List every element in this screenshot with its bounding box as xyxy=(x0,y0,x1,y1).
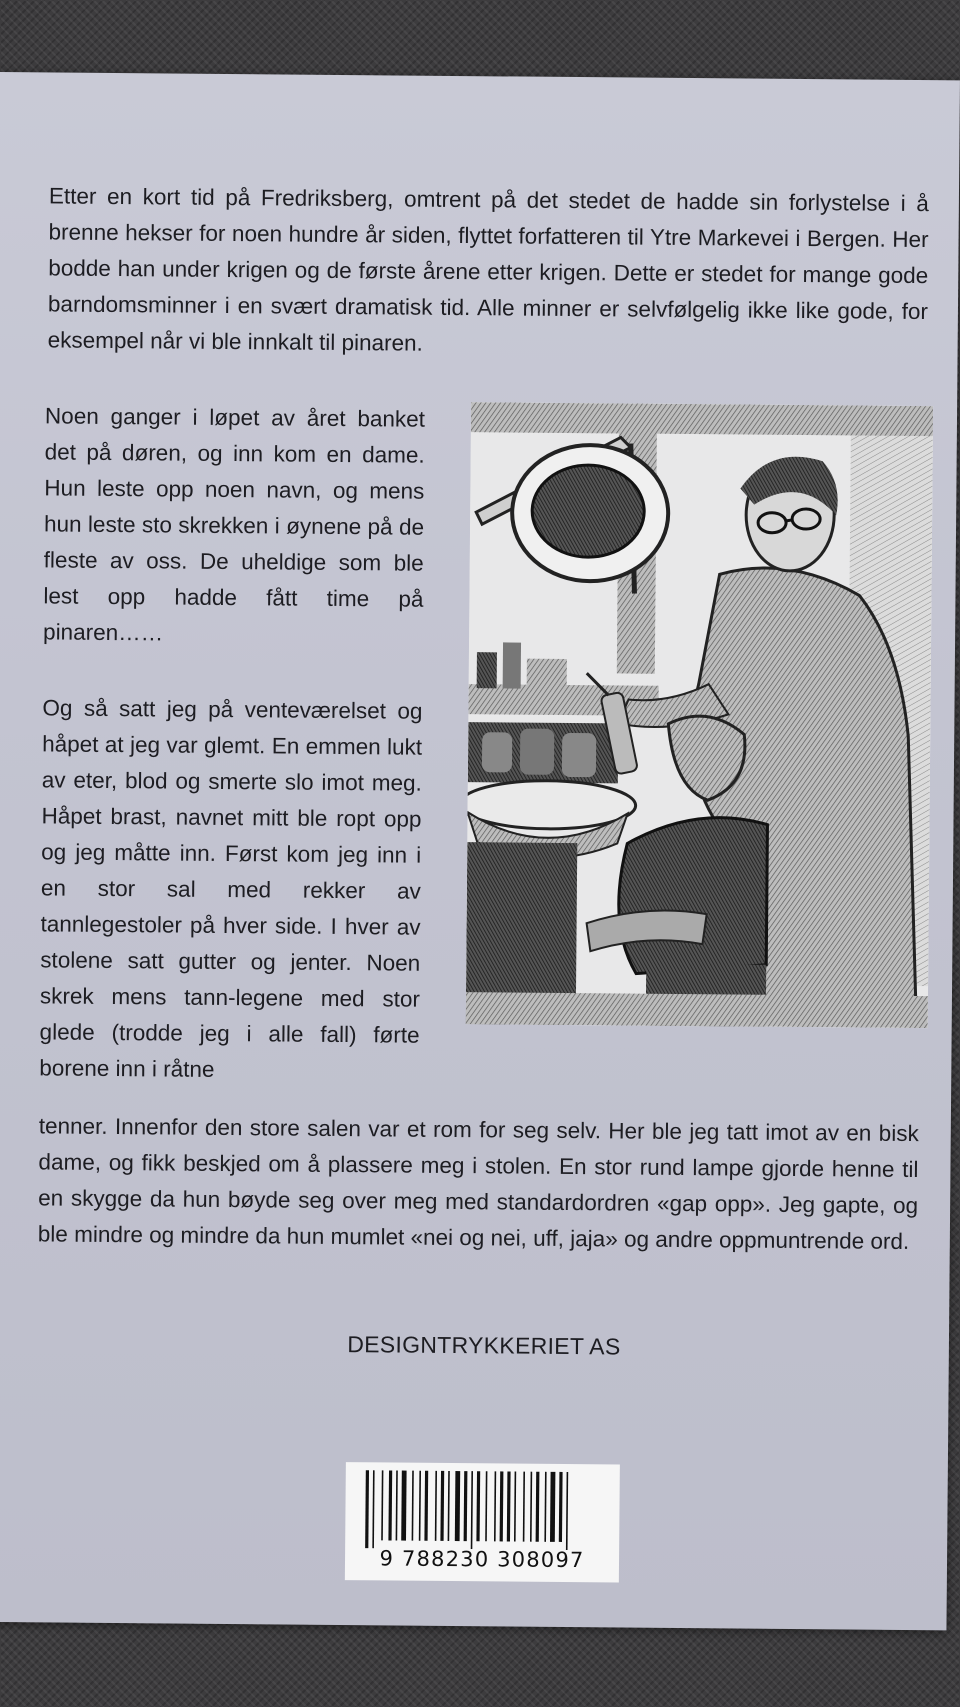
waiting-room-paragraph: Og så satt jeg på venteværelset og håpet at jeg var glemt. En emmen lukt av eter, blod og smerte slo imot meg. Håpet brast, navnet mitt ble ropt opp og jeg måtte inn. Først kom jeg inn i en stor sal med rekker av tannlegestoler på hver side. I hver av stolene satt gutter og jenter. Noen skrek mens tann-legene med stor glede (trodde jeg i alle fall) førte borene inn i råtne xyxy=(39,695,423,1082)
barcode-bar xyxy=(544,1472,546,1542)
barcode-bar xyxy=(388,1470,392,1540)
barcode-bar xyxy=(485,1471,487,1541)
intro-paragraph: Etter en kort tid på Fredriksberg, omtrent på det stedet de hadde sin forlystelse i å brenne hekser for noen hundre år siden, flyttet forfatteren til Ytre Markevei i Bergen. Her bodde han under krigen og de første årene etter krigen. Dette er stedet for mange gode barndomsminner i en svært dramatisk tid. Alle minner er selvfølgelig ikke like gode, for eksempel når vi ble innkalt til pinaren. xyxy=(47,183,929,356)
barcode-bar xyxy=(523,1472,525,1542)
publisher-name: DESIGNTRYKKERIET AS xyxy=(347,1331,621,1360)
door-paragraph: Noen ganger i løpet av året banket det på døren, og inn kom en dame. Hun leste opp noen navn, og mens hun leste sto skrekken i øynene på de fleste av oss. De uheldige som ble lest opp hadde fått time på pinaren…… xyxy=(43,403,426,646)
barcode-bar xyxy=(550,1472,555,1542)
barcode-bar xyxy=(471,1471,473,1549)
barcode-bar xyxy=(448,1471,450,1541)
barcode-bar xyxy=(365,1470,369,1548)
barcode-bar xyxy=(476,1471,480,1541)
barcode-bar xyxy=(494,1471,496,1541)
isbn-barcode xyxy=(345,1462,620,1582)
barcode-bar xyxy=(424,1471,428,1541)
barcode-bar xyxy=(514,1472,516,1542)
dentist-drawing xyxy=(466,402,933,1028)
dentist-illustration xyxy=(466,402,933,1028)
book-back-cover xyxy=(0,72,960,1630)
barcode-bar xyxy=(536,1472,540,1542)
barcode-bar xyxy=(412,1471,414,1541)
barcode-bar xyxy=(559,1472,563,1542)
barcode-bar xyxy=(440,1471,444,1541)
barcode-bar xyxy=(419,1471,421,1541)
barcode-bar xyxy=(401,1471,406,1541)
barcode-bar xyxy=(455,1471,460,1541)
barcode-bar xyxy=(381,1470,383,1540)
barcode-bar xyxy=(435,1471,437,1541)
isbn-number: 9 788230 308097 xyxy=(379,1546,585,1573)
barcode-bar xyxy=(507,1471,511,1541)
barcode-bar xyxy=(464,1471,468,1541)
dentist-room-paragraph: tenner. Innenfor den store salen var et rom for seg selv. Her ble jeg tatt imot av en bisk dame, og fikk beskjed om å plassere meg i stolen. En stor rund lampe gjorde henne til en skygge da hun bøyde seg over meg med standardordren «gap opp». Jeg gapte, og ble mindre og mindre da hun mumlet «nei og nei, uff, jaja» og andre oppmuntrende ord. xyxy=(37,1113,919,1254)
barcode-bar xyxy=(372,1470,374,1548)
barcode-bar xyxy=(500,1471,504,1541)
barcode-bars xyxy=(345,1462,620,1550)
barcode-bar xyxy=(530,1472,532,1542)
barcode-bar xyxy=(566,1472,568,1550)
barcode-bar xyxy=(396,1471,398,1541)
